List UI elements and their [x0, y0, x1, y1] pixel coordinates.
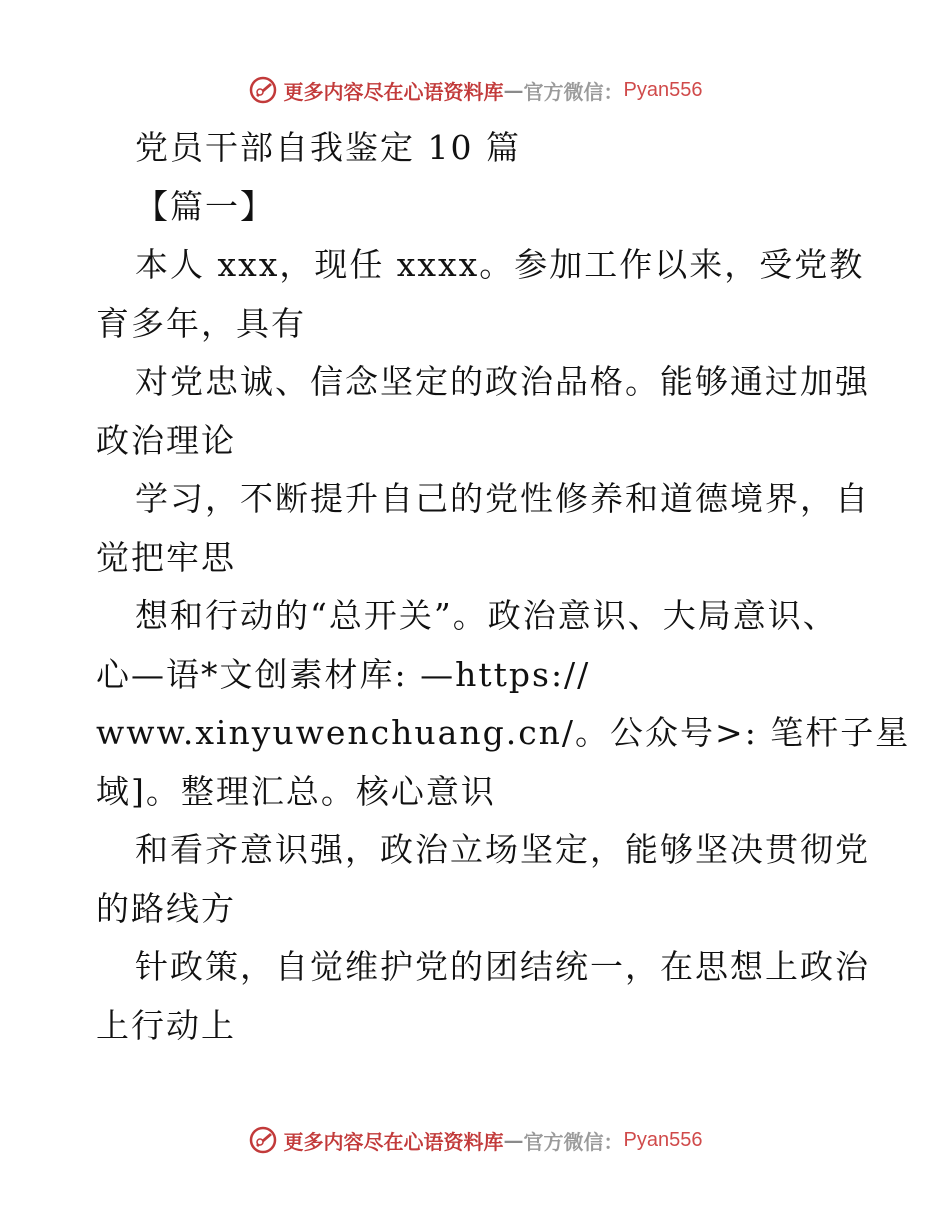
footer-watermark	[0, 1120, 950, 1160]
watermark-label: 官方微信：	[523, 79, 624, 104]
watermark-wechat-id: Pyan556	[623, 78, 703, 101]
watermark-text: 更多内容尽在心语资料库	[283, 79, 504, 104]
text-line: 对党忠诚、信念坚定的政治品格。能够通过加强	[135, 362, 870, 401]
text-line: 针政策，自觉维护党的团结统一，在思想上政治	[135, 947, 870, 986]
watermark-text: 更多内容尽在心语资料库	[283, 1129, 504, 1154]
text-line: 本人 xxx，现任 xxxx。参加工作以来，受党教	[135, 245, 865, 284]
document-body	[96, 119, 911, 1055]
text-line: 育多年，具有	[96, 303, 306, 343]
watermark-separator: —	[503, 1128, 524, 1152]
text-line: 的路线方	[96, 888, 236, 928]
watermark-separator: —	[503, 78, 524, 102]
header-watermark	[0, 70, 950, 110]
text-line: 上行动上	[96, 1005, 236, 1045]
text-line: 心—语*文创素材库: —https://	[96, 654, 591, 694]
document-title: 党员干部自我鉴定 10 篇	[135, 128, 521, 167]
text-line: 学习，不断提升自己的党性修养和道德境界，自	[135, 479, 870, 518]
section-heading: 【篇一】	[135, 186, 275, 226]
logo-icon	[248, 1125, 278, 1155]
text-line: www.xinyuwenchuang.cn/。公众号>: 笔杆子星	[96, 713, 911, 752]
watermark-wechat-id: Pyan556	[623, 1128, 703, 1151]
text-line: 觉把牢思	[96, 537, 236, 577]
text-line: 政治理论	[96, 420, 236, 460]
text-line: 和看齐意识强，政治立场坚定，能够坚决贯彻党	[135, 830, 870, 869]
logo-icon	[248, 75, 278, 105]
text-line: 域]。整理汇总。核心意识	[96, 771, 496, 811]
text-line: 想和行动的“总开关”。政治意识、大局意识、	[135, 596, 838, 635]
watermark-label: 官方微信：	[523, 1129, 624, 1154]
